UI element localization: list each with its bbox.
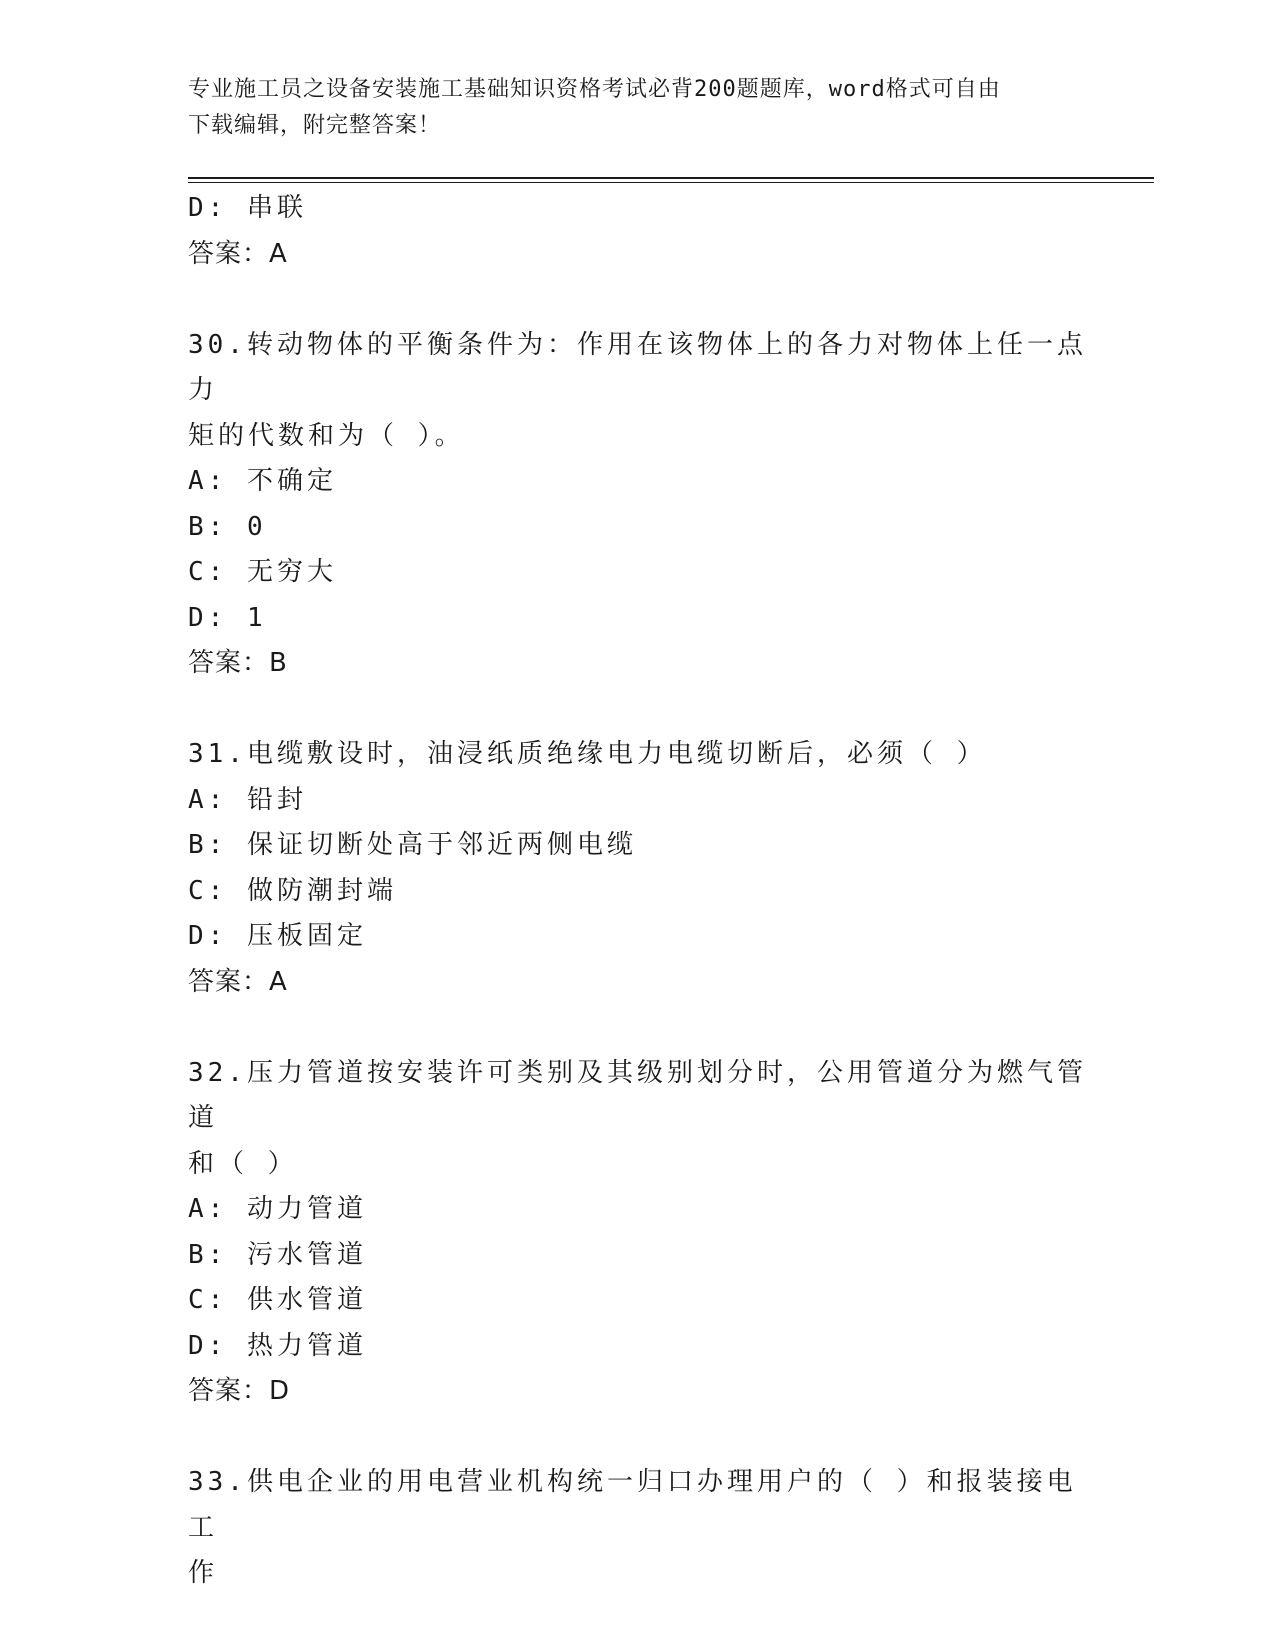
answer: 答案：A bbox=[188, 966, 288, 997]
spacer bbox=[188, 687, 1088, 733]
question-stem: 作 bbox=[188, 1558, 219, 1588]
option-d: D: 串联 bbox=[188, 193, 307, 223]
option-a: A: 不确定 bbox=[188, 466, 337, 496]
question-stem: 矩的代数和为（ ）。 bbox=[188, 420, 465, 451]
answer: 答案：A bbox=[188, 238, 288, 269]
header-line-2: 下载编辑，附完整答案！ bbox=[188, 113, 442, 138]
header-line-1: 专业施工员之设备安装施工基础知识资格考试必背200题题库，word格式可自由 bbox=[188, 77, 1001, 102]
option-b: B: 保证切断处高于邻近两侧电缆 bbox=[188, 830, 637, 860]
option-a: A: 动力管道 bbox=[188, 1194, 367, 1224]
option-d: D: 压板固定 bbox=[188, 921, 367, 951]
option-c: C: 供水管道 bbox=[188, 1285, 367, 1315]
question-stem: 和（ ） bbox=[188, 1148, 298, 1179]
question-stem: 32.压力管道按安装许可类别及其级别划分时，公用管道分为燃气管道 bbox=[188, 1057, 1087, 1133]
spacer bbox=[188, 1005, 1088, 1051]
spacer bbox=[188, 1415, 1088, 1461]
document-body bbox=[188, 186, 1088, 1597]
option-a: A: 铅封 bbox=[188, 784, 307, 815]
option-d: D: 1 bbox=[188, 602, 267, 633]
question-31 bbox=[188, 732, 1088, 1005]
question-30 bbox=[188, 323, 1088, 687]
answer: 答案：D bbox=[188, 1376, 291, 1406]
option-b: B: 污水管道 bbox=[188, 1239, 367, 1270]
spacer bbox=[188, 277, 1088, 323]
option-d: D: 热力管道 bbox=[188, 1330, 367, 1361]
header-divider bbox=[188, 177, 1154, 179]
answer: 答案：B bbox=[188, 648, 288, 678]
option-c: C: 无穷大 bbox=[188, 557, 337, 587]
question-stem: 30.转动物体的平衡条件为：作用在该物体上的各力对物体上任一点力 bbox=[188, 329, 1087, 405]
question-stem: 33.供电企业的用电营业机构统一归口办理用户的（ ）和报装接电工 bbox=[188, 1467, 1077, 1543]
question-33 bbox=[188, 1460, 1088, 1597]
option-c: C: 做防潮封端 bbox=[188, 875, 397, 906]
header-divider-thin bbox=[188, 182, 1154, 183]
option-b: B: 0 bbox=[188, 511, 267, 542]
document-header bbox=[188, 72, 1088, 144]
question-stem: 31.电缆敷设时，油浸纸质绝缘电力电缆切断后，必须（ ） bbox=[188, 739, 987, 769]
question-32 bbox=[188, 1051, 1088, 1415]
